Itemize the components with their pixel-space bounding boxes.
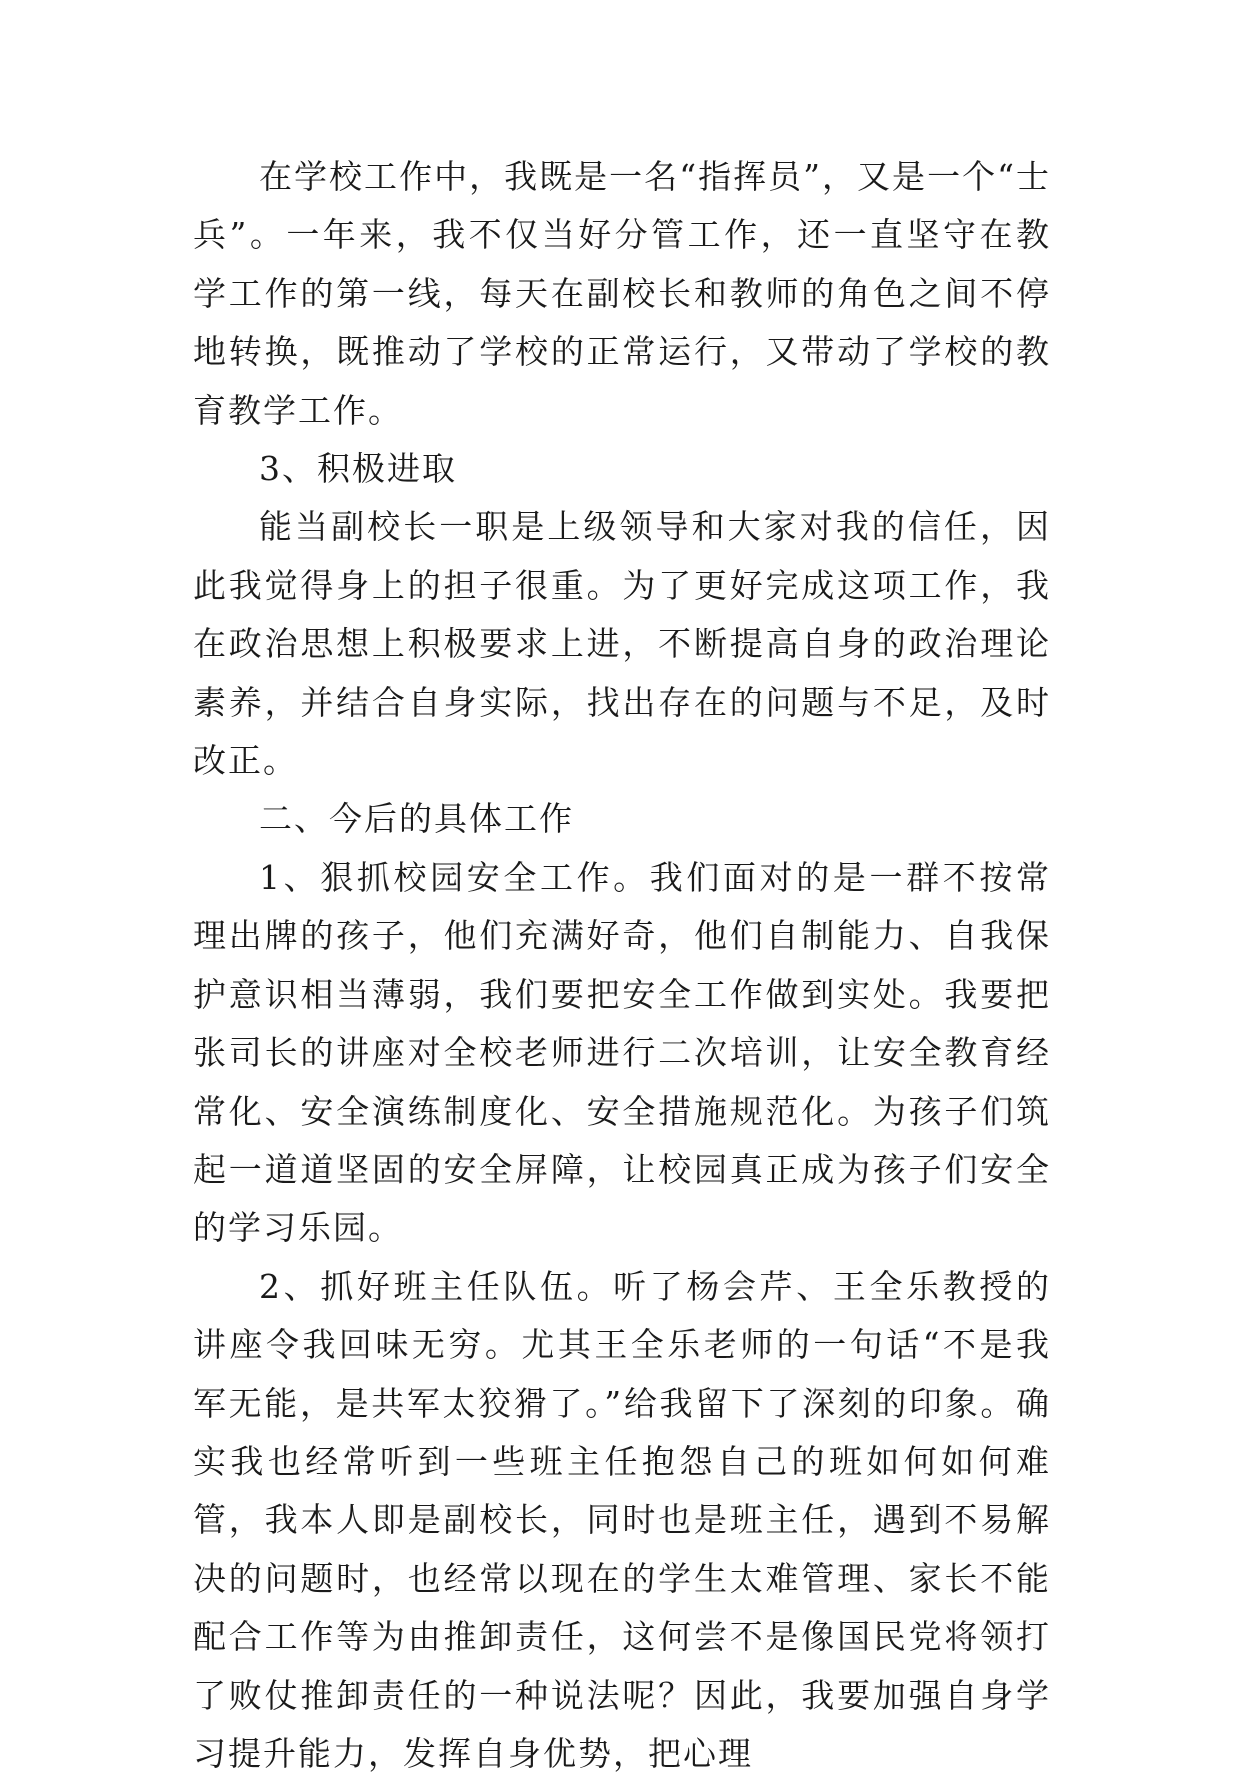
section-heading: 3、积极进取 — [259, 449, 457, 489]
document-page — [193, 148, 1051, 1783]
body-paragraph: 能当副校长一职是上级领导和大家对我的信任，因此我觉得身上的担子很重。为了更好完成这项工作，我在政治思想上积极要求上进，不断提高自身的政治理论素养，并结合自身实际，找出存在的问题与不足，及时改正。 — [193, 507, 1051, 781]
body-paragraph: 2、抓好班主任队伍。听了杨会芹、王全乐教授的讲座令我回味无穷。尤其王全乐老师的一句话“不是我军无能，是共军太狡猾了。”给我留下了深刻的印象。确实我也经常听到一些班主任抱怨自己的班如何如何难管，我本人即是副校长，同时也是班主任，遇到不易解决的问题时，也经常以现在的学生太难管理、家长不能配合工作等为由推卸责任，这何尝不是像国民党将领打了败仗推卸责任的一种说法呢？因此，我要加强自身学习提升能力，发挥自身优势，把心理 — [193, 1266, 1051, 1773]
body-paragraph: 1、狠抓校园安全工作。我们面对的是一群不按常理出牌的孩子，他们充满好奇，他们自制能力、自我保护意识相当薄弱，我们要把安全工作做到实处。我要把张司长的讲座对全校老师进行二次培训，让安全教育经常化、安全演练制度化、安全措施规范化。为孩子们筑起一道道坚固的安全屏障，让校园真正成为孩子们安全的学习乐园。 — [193, 857, 1051, 1248]
body-paragraph: 在学校工作中，我既是一名“指挥员”，又是一个“士兵”。一年来，我不仅当好分管工作，还一直坚守在教学工作的第一线，每天在副校长和教师的角色之间不停地转换，既推动了学校的正常运行，又带动了学校的教育教学工作。 — [193, 157, 1051, 430]
section-heading: 二、今后的具体工作 — [259, 799, 574, 839]
